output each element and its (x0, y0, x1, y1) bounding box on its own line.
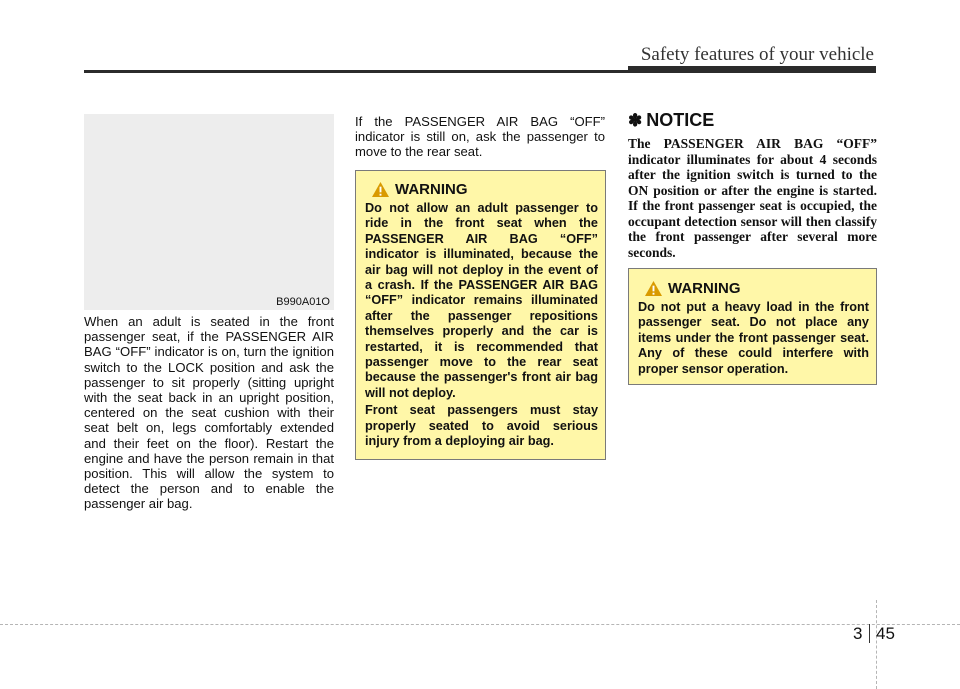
warning-triangle-icon (644, 280, 663, 297)
warning-heading (644, 280, 869, 297)
header-tab (628, 66, 876, 72)
notice-title-text: NOTICE (646, 110, 715, 130)
page-separator (869, 624, 870, 643)
middle-paragraph: If the PASSENGER AIR BAG “OFF” indicator is still on, ask the passenger to move to the rear seat. (355, 114, 605, 160)
warning-text-secondary: Front seat passengers must stay properly seated to avoid serious injury from a deploying air bag. (365, 403, 598, 449)
header-title: Safety features of your vehicle (640, 44, 874, 65)
notice-text: The PASSENGER AIR BAG “OFF” indicator illuminates for about 4 seconds after the ignition switch is turned to the ON position or after the engine is started. If the front passenger seat is occupied, the occupant detection sensor will then classify the front passenger after several more seconds. (628, 136, 877, 260)
warning-triangle-icon (371, 181, 390, 198)
footer-vertical-line (876, 600, 877, 689)
footer-dashed-line (0, 624, 960, 625)
warning-text: Do not allow an adult passenger to ride in the front seat when the PASSENGER AIR BAG “OFF” indicator is illuminated, because the air bag will not deploy in the event of a crash. If the PASSENGER AIR BAG “OFF” indicator remains illuminated after the passenger repositions themselves properly and the car is restarted, it is recommended that passenger move to the rear seat because the passenger's front air bag will not deploy. (365, 201, 598, 400)
warning-heading (371, 181, 598, 198)
warning-title: WARNING (668, 280, 741, 297)
notice-mark: ✽ (628, 110, 643, 130)
chapter-number: 3 (853, 624, 863, 643)
image-code: B990A01O (276, 296, 330, 308)
illustration-placeholder (84, 114, 334, 310)
warning-text: Do not put a heavy load in the front passenger seat. Do not place any items under the front passenger seat. Any of these could interfere with proper sensor operation. (638, 300, 869, 376)
warning-title: WARNING (395, 181, 468, 198)
warning-box-airbag (355, 170, 606, 460)
left-paragraph: When an adult is seated in the front passenger seat, if the PASSENGER AIR BAG “OFF” indicator is on, turn the ignition switch to the LOCK position and ask the passenger to sit properly (sitting upright with the seat back in an upright position, centered on the seat cushion with their seat belt on, legs comfortably extended and their feet on the floor). Restart the engine and have the person remain in that position. This will allow the system to detect the person and to enable the passenger air bag. (84, 314, 334, 512)
page-number: 45 (876, 624, 895, 643)
warning-box-load (628, 268, 877, 385)
notice-title (628, 110, 714, 131)
